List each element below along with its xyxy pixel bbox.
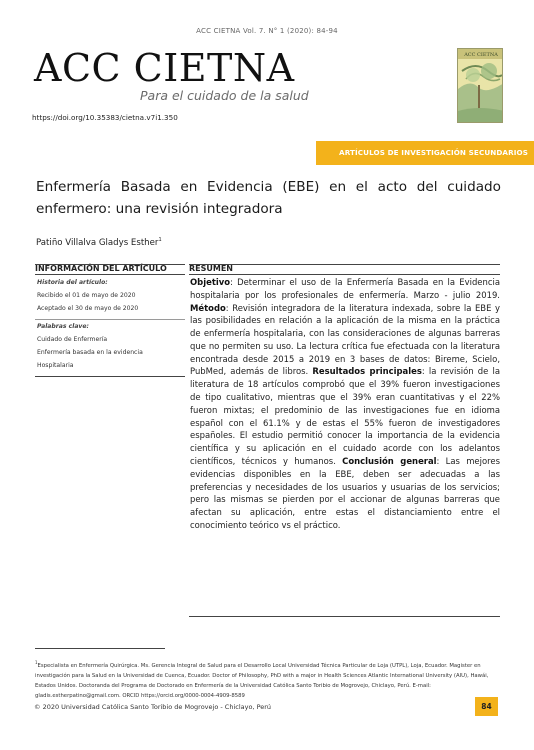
footnote-rule [35, 648, 165, 649]
article-authors [36, 237, 162, 248]
doi-link[interactable]: https://doi.org/10.35383/cietna.v7i1.350 [32, 113, 178, 122]
copyright: © 2020 Universidad Católica Santo Toribio de Mogrovejo - Chiclayo, Perú [34, 703, 272, 711]
keyword-item: Hospitalaria [37, 362, 74, 369]
journal-subtitle: Para el cuidado de la salud [140, 88, 309, 103]
abstract-heading: RESUMEN [189, 264, 500, 275]
objective-label: Objetivo [190, 277, 231, 287]
journal-title: ACC CIETNA [34, 46, 295, 90]
page-number: 84 [475, 697, 498, 716]
journal-cover-image [457, 48, 503, 123]
history-label: Historia del artículo: [37, 279, 108, 286]
cover-illustration [458, 49, 503, 123]
section-label: ARTÍCULOS DE INVESTIGACIÓN SECUNDARIOS [339, 148, 528, 157]
keyword-item: Cuidado de Enfermería [37, 336, 108, 343]
abstract-bottom-rule [189, 616, 500, 617]
keywords-block [37, 320, 183, 372]
article-info-heading: INFORMACIÓN DEL ARTÍCULO [35, 264, 185, 275]
abstract-text [190, 276, 500, 532]
results-text: : la revisión de la literatura de 18 artículos comprobó que el 39% fueron investigaciones de tipo cualitativo, mientras que el 39% eran cuantitativas y el 22% fueron mixtas; el predominio de las investigaciones fue en idioma español con el 61.1% y de estas el 55% fueron de investigadores españoles. El estudio permitió conocer la importancia de la evidencia científica y su aplicación en el cuidado acorde con los adelantos científicos, técnicos y humanos. [190, 366, 500, 466]
accepted-date: Aceptado el 30 de mayo de 2020 [37, 305, 139, 312]
author-footnote-mark: 1 [158, 237, 162, 243]
method-label: Método [190, 302, 226, 313]
results-label: Resultados principales [312, 366, 422, 377]
top-rule-left [35, 264, 185, 265]
info-bottom-rule [35, 376, 185, 377]
article-title: Enfermería Basada en Evidencia (EBE) en el acto del cuidado enfermero: una revisión integradora [36, 179, 501, 217]
author-name: Patiño Villalva Gladys Esther [36, 237, 159, 248]
method-text: : Revisión integradora de la literatura indexada, sobre la EBE y las posibilidades en relación a la aplicación de la misma en la práctica de enfermería hospitalaria, con las consideraciones de algunas barreras que no permiten su uso. La lectura crítica fue efectuada con la literatura encontrada desde 2015 a 2019 en 3 bases de datos: Bireme, Scielo, PubMed, además de libros. [190, 302, 500, 377]
footnote-mark: 1 [35, 660, 38, 665]
article-history [37, 276, 183, 315]
footnote-text: Especialista en Enfermería Quirúrgica. Ms. Gerencia Integral de Salud para el Desarrollo Local Universidad Técnica Particular de Loja (UTPL), Loja, Ecuador. Magister en investigación para la Salud en la Universidad de Cuenca, Ecuador. Doctor of Philosophy, PhD with a major in Health Sciences Atlantic International University (AIU), Hawái, Estados Unidos. Doctoranda del Programa de Doctorado en Enfermería de la Universidad Católica Santo Toribio de Mogrovejo, Chiclayo, Perú. E-mail: gladis.estherpatino@gmail.com. ORCID https://orcid.org/0000-0004-4909-8589 [35, 662, 489, 699]
running-head: ACC CIETNA Vol. 7. N° 1 (2020): 84-94 [196, 27, 338, 35]
author-footnote [35, 658, 501, 701]
received-date: Recibido el 01 de mayo de 2020 [37, 292, 136, 299]
top-rule-right [189, 264, 500, 265]
conclusion-text: : Las mejores evidencias disponibles en la EBE, deben ser adecuadas a las preferencias y necesidades de los usuarios y usuarias de los servicios; pero las mismas se pierden por el accionar de algunas barreras que afectan su aplicación, entre estas el distanciamiento entre el conocimiento teórico vs el práctico. [190, 455, 500, 530]
conclusion-label: Conclusión general [342, 455, 437, 466]
section-banner [316, 141, 534, 165]
keyword-item: Enfermería basada en la evidencia [37, 349, 143, 356]
objective-text: : Determinar el uso de la Enfermería Basada en la Evidencia hospitalaria por los profesionales de enfermería. Marzo - julio 2019. [190, 277, 500, 300]
cover-title: ACC CIETNA [464, 52, 498, 58]
keywords-label: Palabras clave: [37, 323, 89, 330]
